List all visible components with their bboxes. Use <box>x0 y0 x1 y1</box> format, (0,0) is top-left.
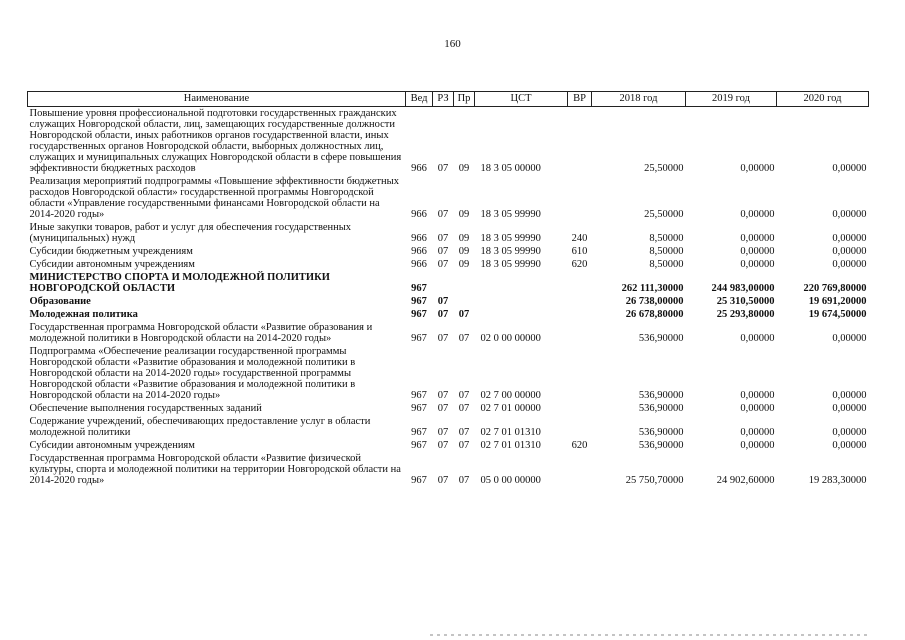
value-2019-cell: 0,00000 <box>740 427 775 438</box>
row-name-cell: Содержание учреждений, обеспечивающих предоставление услуг в области молодежной политики <box>29 416 371 438</box>
cst-cell: 18 3 05 99990 <box>480 209 541 220</box>
value-2019-cell: 0,00000 <box>740 233 775 244</box>
rz-cell: 07 <box>437 209 449 220</box>
cst-cell: 05 0 00 00000 <box>480 475 541 486</box>
row-name-cell: Субсидии бюджетным учреждениям <box>29 246 193 257</box>
vr-cell: 620 <box>571 259 588 270</box>
pr-cell: 09 <box>458 163 470 174</box>
table-row <box>28 308 869 321</box>
vr-cell <box>568 175 592 221</box>
value-2020-cell: 0,00000 <box>832 333 867 344</box>
rz-cell: 07 <box>437 427 449 438</box>
value-2019-cell: 0,00000 <box>740 390 775 401</box>
column-header: ВР <box>568 92 592 107</box>
vr-cell <box>568 271 592 295</box>
rz-cell: 07 <box>437 309 449 320</box>
row-name-cell: МИНИСТЕРСТВО СПОРТА И МОЛОДЕЖНОЙ ПОЛИТИКИ НОВГОРОДСКОЙ ОБЛАСТИ <box>29 272 330 294</box>
row-name-cell: Образование <box>29 296 91 307</box>
table-row <box>28 245 869 258</box>
column-header: РЗ <box>433 92 454 107</box>
value-2018-cell: 8,50000 <box>649 246 684 257</box>
vr-cell <box>568 107 592 176</box>
rz-cell: 07 <box>437 296 449 307</box>
pr-cell: 07 <box>458 427 470 438</box>
ved-cell: 966 <box>411 246 427 257</box>
cst-cell: 18 3 05 99990 <box>480 259 541 270</box>
ved-cell: 967 <box>411 283 427 294</box>
rz-cell: 07 <box>437 475 449 486</box>
vr-cell <box>568 295 592 308</box>
pr-cell: 07 <box>458 475 470 486</box>
scan-artifact <box>430 634 870 636</box>
value-2020-cell: 0,00000 <box>832 403 867 414</box>
value-2020-cell: 19 674,50000 <box>808 309 867 320</box>
pr-cell: 07 <box>458 390 470 401</box>
pr-cell <box>454 295 475 308</box>
ved-cell: 967 <box>411 333 427 344</box>
column-header: Наименование <box>28 92 406 107</box>
row-name-cell: Субсидии автономным учреждениям <box>29 440 195 451</box>
cst-cell: 02 7 00 00000 <box>480 390 541 401</box>
cst-cell: 18 3 05 00000 <box>480 163 541 174</box>
column-header: 2020 год <box>777 92 869 107</box>
row-name-cell: Подпрограмма «Обеспечение реализации государственной программы Новгородской области «Развитие образования и молодежной политики в Новгородской области на 2014-2020 годы» государственной программы Новгородской области «Развитие образования и молодежной политики в Новгородской области на 2014-2020 годы» <box>29 346 356 401</box>
cst-cell: 18 3 05 99990 <box>480 233 541 244</box>
column-header: Пр <box>454 92 475 107</box>
value-2019-cell: 0,00000 <box>740 163 775 174</box>
cst-cell: 02 7 01 01310 <box>480 440 541 451</box>
row-name-cell: Молодежная политика <box>29 309 138 320</box>
value-2018-cell: 8,50000 <box>649 259 684 270</box>
vr-cell: 610 <box>571 246 588 257</box>
pr-cell: 09 <box>458 246 470 257</box>
ved-cell: 967 <box>411 475 427 486</box>
column-header: ЦСТ <box>475 92 568 107</box>
column-header: 2019 год <box>686 92 777 107</box>
value-2018-cell: 536,90000 <box>638 427 684 438</box>
table-row <box>28 415 869 439</box>
vr-cell <box>568 308 592 321</box>
vr-cell <box>568 452 592 487</box>
ved-cell: 967 <box>411 427 427 438</box>
value-2019-cell: 244 983,00000 <box>711 283 775 294</box>
value-2018-cell: 25,50000 <box>644 163 684 174</box>
table-row <box>28 107 869 176</box>
row-name-cell: Государственная программа Новгородской области «Развитие образования и молодежной политики в Новгородской области на 2014-2020 годы» <box>29 322 373 344</box>
vr-cell <box>568 345 592 402</box>
ved-cell: 966 <box>411 163 427 174</box>
value-2018-cell: 25 750,70000 <box>625 475 684 486</box>
row-name-cell: Реализация мероприятий подпрограммы «Повышение эффективности бюджетных расходов Новгородской области» государственной программы Новгородской области «Управление государственными финансами Новгородской области на 2014-2020 годы» <box>29 176 399 220</box>
value-2020-cell: 19 691,20000 <box>808 296 867 307</box>
value-2018-cell: 536,90000 <box>638 390 684 401</box>
ved-cell: 966 <box>411 209 427 220</box>
value-2019-cell: 24 902,60000 <box>716 475 775 486</box>
value-2018-cell: 536,90000 <box>638 333 684 344</box>
table-header-row <box>28 92 869 107</box>
value-2020-cell: 0,00000 <box>832 259 867 270</box>
value-2020-cell: 0,00000 <box>832 209 867 220</box>
rz-cell: 07 <box>437 403 449 414</box>
row-name-cell: Иные закупки товаров, работ и услуг для обеспечения государственных (муниципальных) нужд <box>29 222 352 244</box>
table-row <box>28 345 869 402</box>
cst-cell: 18 3 05 99990 <box>480 246 541 257</box>
value-2020-cell: 0,00000 <box>832 390 867 401</box>
value-2018-cell: 536,90000 <box>638 440 684 451</box>
value-2020-cell: 0,00000 <box>832 427 867 438</box>
rz-cell: 07 <box>437 259 449 270</box>
value-2018-cell: 25,50000 <box>644 209 684 220</box>
table-row <box>28 452 869 487</box>
value-2018-cell: 26 678,80000 <box>625 309 684 320</box>
ved-cell: 967 <box>411 309 427 320</box>
value-2020-cell: 0,00000 <box>832 246 867 257</box>
cst-cell <box>475 295 568 308</box>
value-2019-cell: 0,00000 <box>740 209 775 220</box>
value-2018-cell: 8,50000 <box>649 233 684 244</box>
cst-cell: 02 0 00 00000 <box>480 333 541 344</box>
table-row <box>28 321 869 345</box>
value-2018-cell: 262 111,30000 <box>621 283 684 294</box>
pr-cell <box>454 271 475 295</box>
column-header: 2018 год <box>592 92 686 107</box>
value-2019-cell: 0,00000 <box>740 440 775 451</box>
pr-cell: 07 <box>458 333 470 344</box>
value-2020-cell: 0,00000 <box>832 163 867 174</box>
value-2020-cell: 220 769,80000 <box>803 283 867 294</box>
ved-cell: 967 <box>411 390 427 401</box>
value-2019-cell: 25 293,80000 <box>716 309 775 320</box>
row-name-cell: Субсидии автономным учреждениям <box>29 259 195 270</box>
value-2019-cell: 0,00000 <box>740 403 775 414</box>
vr-cell <box>568 402 592 415</box>
table-row <box>28 439 869 452</box>
vr-cell: 620 <box>571 440 588 451</box>
value-2018-cell: 536,90000 <box>638 403 684 414</box>
column-header: Вед <box>406 92 433 107</box>
vr-cell <box>568 415 592 439</box>
rz-cell: 07 <box>437 233 449 244</box>
cst-cell: 02 7 01 00000 <box>480 403 541 414</box>
rz-cell <box>433 271 454 295</box>
ved-cell: 966 <box>411 233 427 244</box>
pr-cell: 09 <box>458 259 470 270</box>
ved-cell: 967 <box>411 403 427 414</box>
cst-cell <box>475 308 568 321</box>
table-row <box>28 271 869 295</box>
row-name-cell: Повышение уровня профессиональной подготовки государственных гражданских служащих Новгородской области, лиц, замещающих государственные должности Новгородской области, иных работников органов государственной власти, иных государственных органов Новгородской области, выборных должностных лиц, служащих и муниципальных служащих Новгородской области в сфере повышения эффективности бюджетных расходов <box>29 108 402 174</box>
cst-cell <box>475 271 568 295</box>
budget-table <box>27 91 869 487</box>
vr-cell: 240 <box>571 233 588 244</box>
rz-cell: 07 <box>437 333 449 344</box>
vr-cell <box>568 321 592 345</box>
value-2019-cell: 0,00000 <box>740 333 775 344</box>
ved-cell: 966 <box>411 259 427 270</box>
table-row <box>28 402 869 415</box>
value-2020-cell: 19 283,30000 <box>808 475 867 486</box>
pr-cell: 09 <box>458 233 470 244</box>
table-row <box>28 221 869 245</box>
rz-cell: 07 <box>437 246 449 257</box>
page-number: 160 <box>444 38 461 50</box>
rz-cell: 07 <box>437 163 449 174</box>
value-2019-cell: 0,00000 <box>740 246 775 257</box>
table-row <box>28 175 869 221</box>
value-2019-cell: 0,00000 <box>740 259 775 270</box>
rz-cell: 07 <box>437 390 449 401</box>
table-body <box>28 107 869 488</box>
value-2020-cell: 0,00000 <box>832 233 867 244</box>
value-2020-cell: 0,00000 <box>832 440 867 451</box>
value-2018-cell: 26 738,00000 <box>625 296 684 307</box>
cst-cell: 02 7 01 01310 <box>480 427 541 438</box>
row-name-cell: Государственная программа Новгородской области «Развитие физической культуры, спорта и молодежной политики на территории Новгородской области на 2014-2020 годы» <box>29 453 401 486</box>
value-2019-cell: 25 310,50000 <box>716 296 775 307</box>
table-row <box>28 258 869 271</box>
pr-cell: 07 <box>458 440 470 451</box>
table-row <box>28 295 869 308</box>
pr-cell: 09 <box>458 209 470 220</box>
pr-cell: 07 <box>458 403 470 414</box>
rz-cell: 07 <box>437 440 449 451</box>
ved-cell: 967 <box>411 440 427 451</box>
row-name-cell: Обеспечение выполнения государственных заданий <box>29 403 262 414</box>
ved-cell: 967 <box>411 296 427 307</box>
pr-cell: 07 <box>458 309 470 320</box>
